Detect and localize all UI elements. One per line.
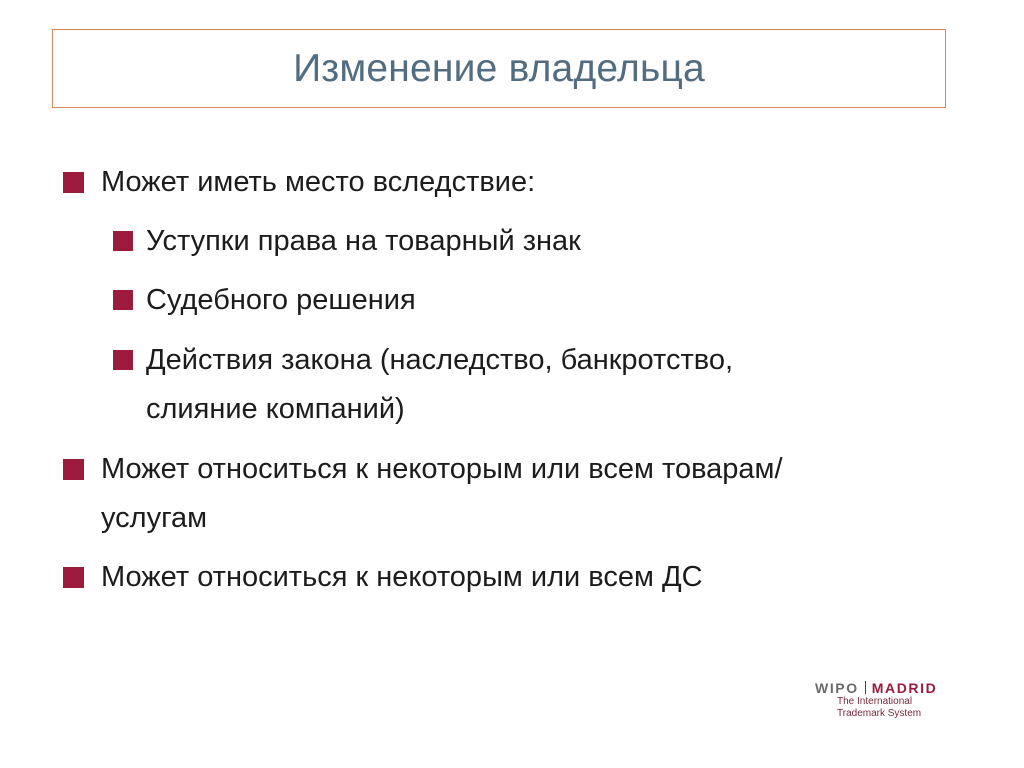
bullet-square-icon [63, 459, 84, 480]
logo-separator [865, 681, 866, 694]
sub-bullet-continuation [146, 382, 405, 436]
bullet-square-icon [113, 231, 133, 251]
bullet-item [101, 442, 783, 496]
wipo-madrid-logo [815, 680, 975, 722]
logo-subtitle-line2: Trademark System [837, 708, 922, 719]
sub-bullet-item [146, 273, 416, 327]
sub-bullet-item [146, 333, 733, 387]
bullet-continuation [101, 491, 207, 545]
sub-bullet-text: Судебного решения [146, 284, 416, 316]
sub-bullet-item [146, 214, 581, 268]
bullet-text: Может иметь место вследствие: [101, 166, 536, 198]
bullet-text: Может относиться к некоторым или всем ДС [101, 561, 703, 593]
bullet-square-icon [63, 172, 84, 193]
bullet-text-line2: услугам [101, 502, 208, 534]
bullet-square-icon [113, 350, 133, 370]
logo-wordmark [815, 680, 975, 696]
logo-subtitle-line1: The International [837, 696, 913, 707]
sub-bullet-text-line2: слияние компаний) [146, 393, 405, 425]
bullet-item [101, 550, 703, 604]
logo-wipo-text: WIPO [815, 680, 859, 696]
sub-bullet-text: Уступки права на товарный знак [146, 225, 581, 257]
slide-title: Изменение владельца [293, 46, 705, 90]
bullet-item [101, 155, 535, 209]
bullet-text-line1: Может относиться к некоторым или всем товарам/ [101, 453, 783, 485]
sub-bullet-text-line1: Действия закона (наследство, банкротство, [146, 344, 734, 376]
bullet-square-icon [63, 567, 84, 588]
bullet-square-icon [113, 290, 133, 310]
logo-madrid-text: MADRID [871, 680, 938, 696]
